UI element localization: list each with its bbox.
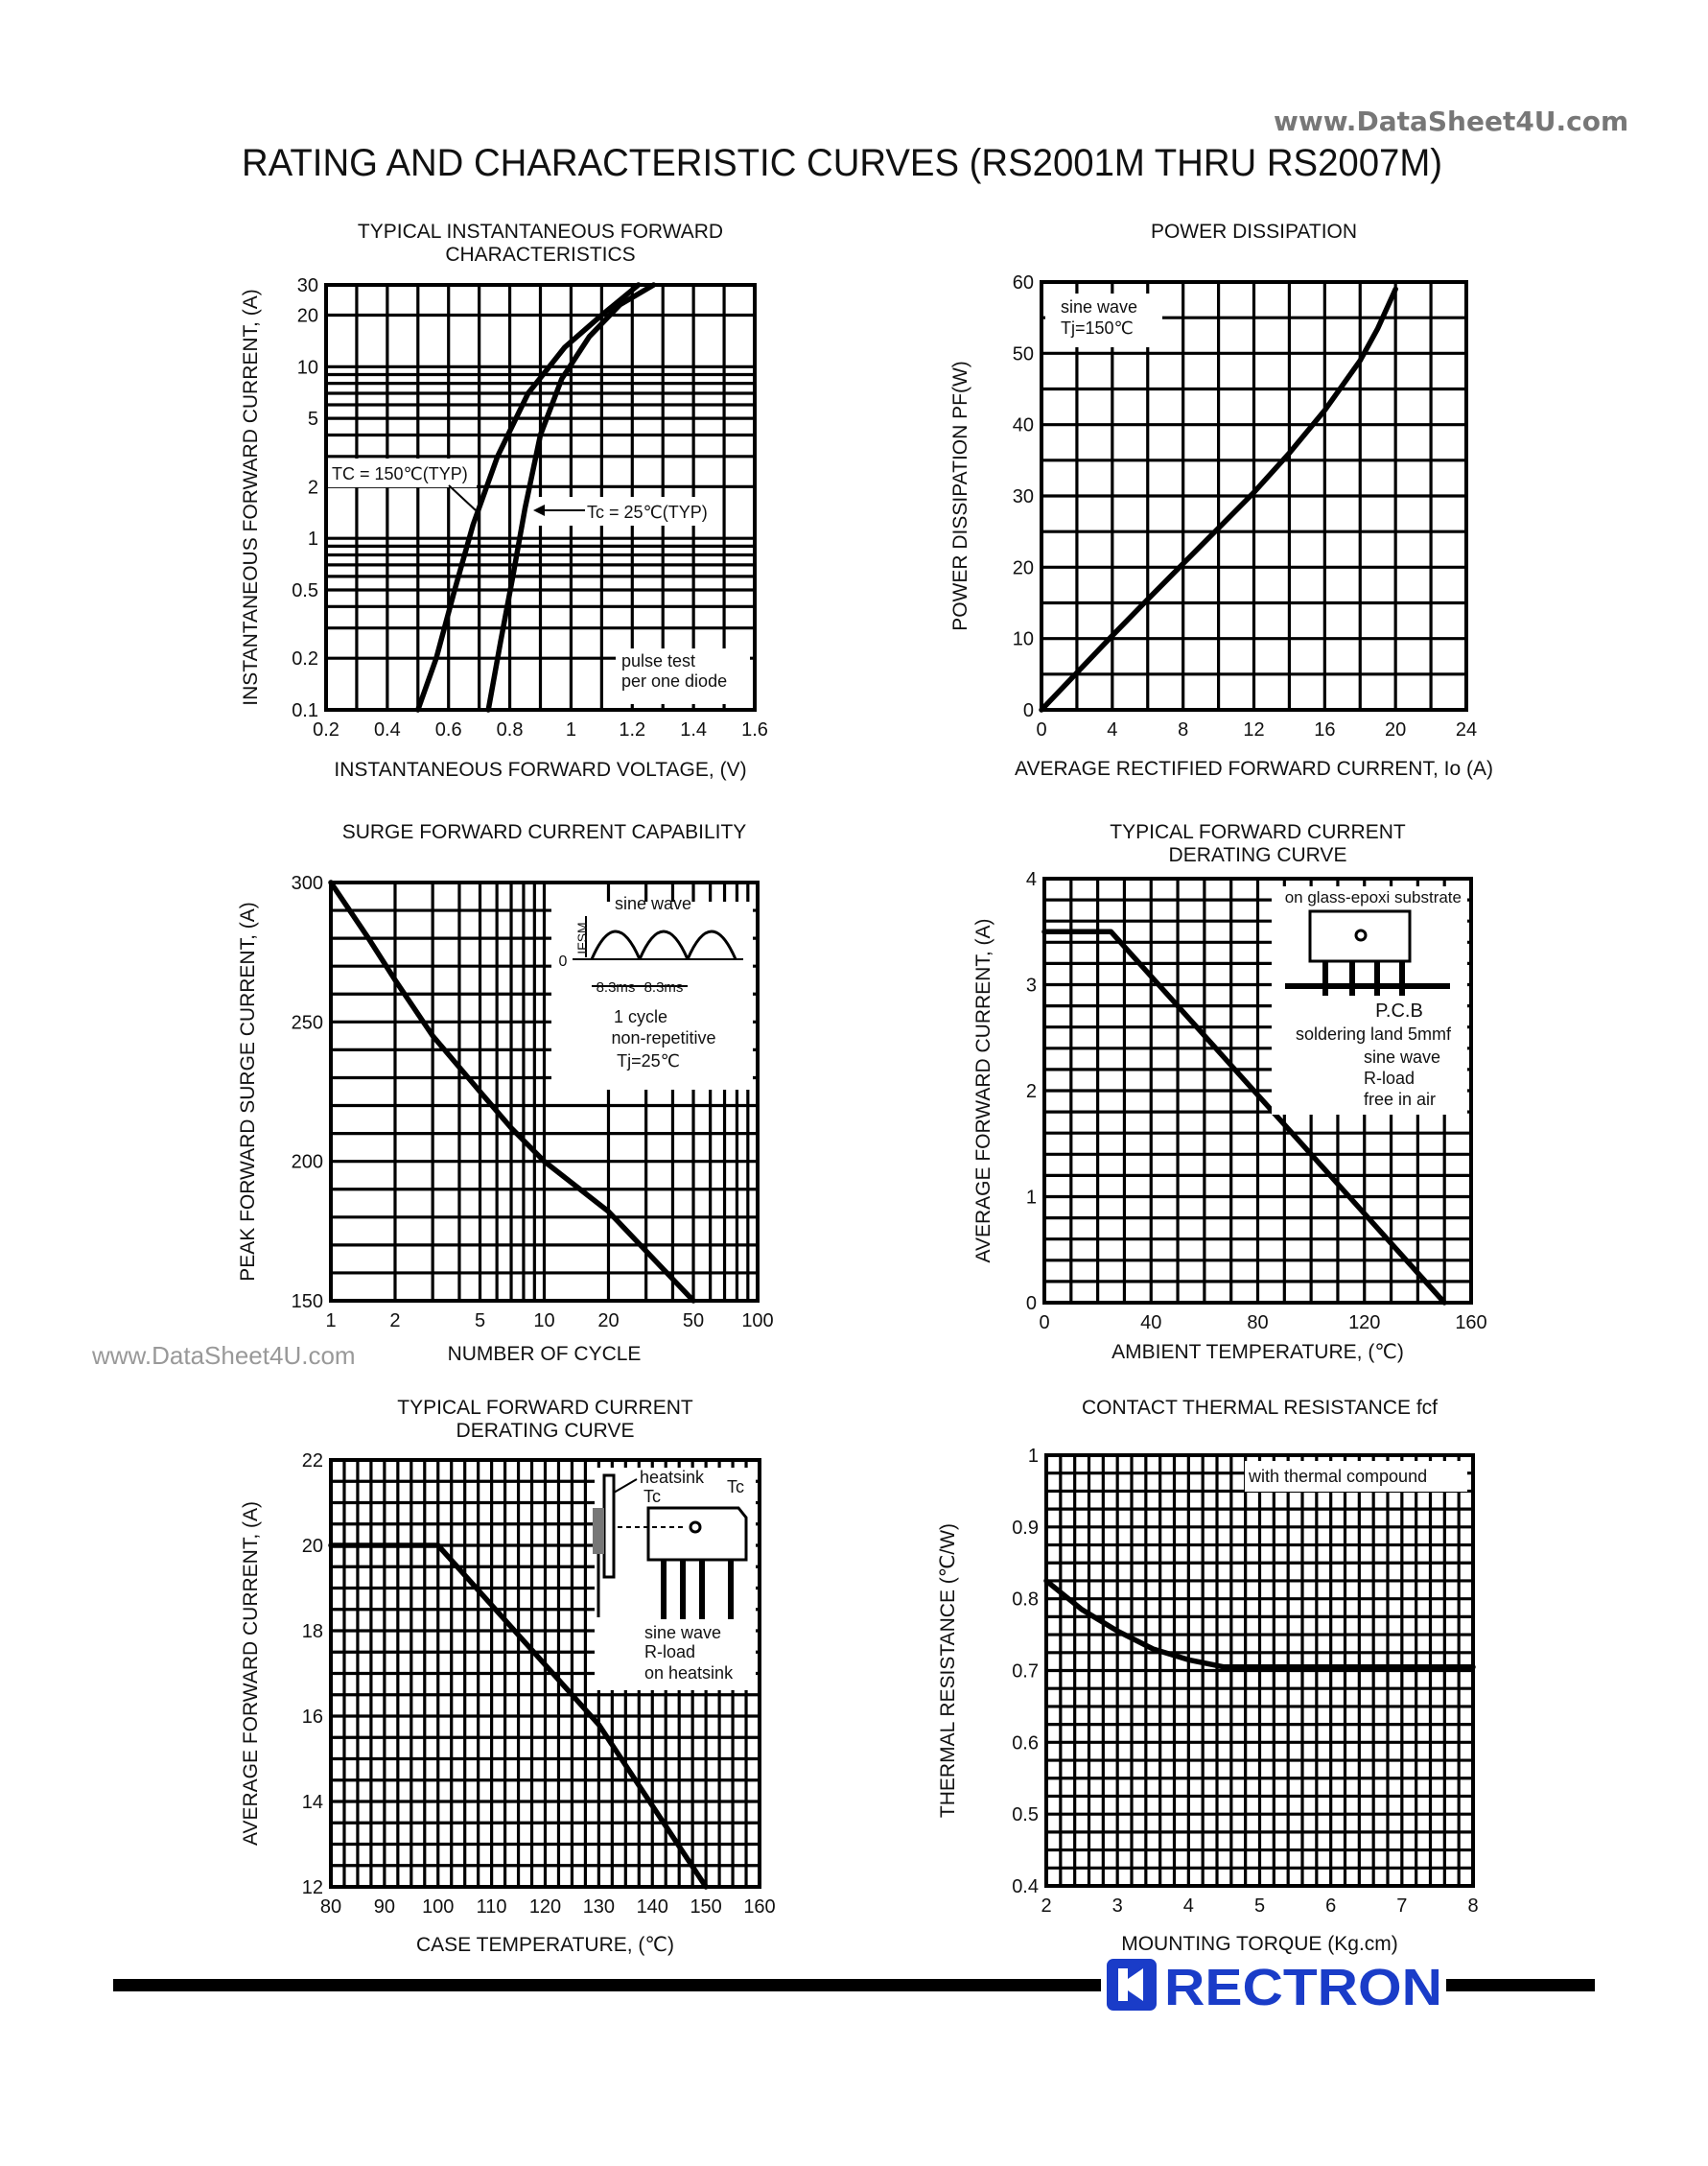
chart-title-line: SURGE FORWARD CURRENT CAPABILITY: [341, 821, 747, 843]
inset-pcb: P.C.B: [1375, 1001, 1423, 1022]
y-axis-label: THERMAL RESISTANCE (℃/W): [937, 1522, 959, 1819]
y-tick-label: 0.2: [292, 648, 318, 671]
inset-soldering: soldering land 5mmf: [1295, 1024, 1452, 1044]
y-tick-label: 5: [307, 409, 318, 431]
chart-power: [949, 221, 1493, 780]
x-tick-label: 4: [1107, 719, 1118, 741]
annotation-pulse-test: pulse test: [621, 651, 696, 671]
x-axis-label: AVERAGE RECTIFIED FORWARD CURRENT, Io (A): [1015, 758, 1493, 780]
rectron-logo: [1107, 1959, 1442, 2016]
legend-arrow-150: [449, 485, 476, 510]
x-tick-label: 0: [1036, 719, 1047, 741]
legend-label-25: Tc = 25℃(TYP): [587, 503, 708, 522]
y-axis-label: POWER DISSIPATION PF(W): [949, 361, 971, 631]
x-axis-label: MOUNTING TORQUE (Kg.cm): [1121, 1933, 1398, 1955]
chart-title-line: POWER DISSIPATION: [1150, 221, 1358, 243]
brand-name: RECTRON: [1164, 1959, 1442, 2016]
y-tick-label: 0: [1025, 1293, 1037, 1314]
y-tick-label: 4: [1025, 869, 1037, 890]
x-tick-label: 110: [476, 1896, 507, 1918]
chart-title-line: DERATING CURVE: [456, 1420, 635, 1442]
y-tick-label: 20: [296, 305, 318, 327]
x-tick-label: 0: [1039, 1312, 1050, 1333]
x-tick-label: 20: [597, 1310, 620, 1331]
y-tick-label: 10: [296, 357, 318, 379]
y-tick-label: 300: [291, 873, 323, 894]
x-tick-label: 140: [636, 1896, 668, 1918]
inset-period-2: 8.3ms: [643, 979, 684, 996]
device-tab-icon: [593, 1508, 604, 1554]
x-tick-label: 160: [1455, 1312, 1487, 1333]
x-tick-label: 7: [1396, 1895, 1408, 1917]
y-axis-label: AVERAGE FORWARD CURRENT, (A): [240, 1501, 262, 1846]
x-tick-label: 1: [565, 719, 576, 741]
lead-icon: [680, 1560, 686, 1619]
annotation-tj: Tj=150℃: [1061, 318, 1134, 338]
inset-tc-1: Tc: [643, 1487, 661, 1506]
x-tick-label: 130: [582, 1896, 616, 1918]
watermark-mid: www.DataSheet4U.com: [92, 1341, 356, 1370]
inset-rload: R-load: [644, 1642, 696, 1661]
lead-icon: [1349, 961, 1355, 996]
y-tick-label: 200: [291, 1151, 323, 1173]
y-tick-label: 0.7: [1012, 1660, 1039, 1683]
x-tick-label: 50: [682, 1310, 705, 1331]
x-tick-label: 1: [325, 1310, 337, 1331]
y-tick-label: 20: [1012, 557, 1034, 579]
chart-title-line: CONTACT THERMAL RESISTANCE fcf: [1081, 1397, 1439, 1419]
x-tick-label: 2: [1041, 1895, 1052, 1917]
x-tick-label: 20: [1385, 719, 1407, 741]
y-tick-label: 1: [1025, 1187, 1037, 1209]
x-axis-label: AMBIENT TEMPERATURE, (℃): [1111, 1341, 1404, 1363]
x-tick-label: 1.2: [619, 719, 646, 741]
annotation-per-diode: per one diode: [621, 671, 728, 691]
x-tick-label: 40: [1140, 1312, 1162, 1333]
x-tick-label: 8: [1467, 1895, 1479, 1917]
y-axis-label: AVERAGE FORWARD CURRENT, (A): [972, 918, 994, 1263]
y-tick-label: 0.1: [292, 700, 318, 721]
y-tick-label: 20: [301, 1536, 323, 1557]
inset-zero-label: 0: [558, 954, 568, 970]
y-tick-label: 2: [307, 477, 318, 499]
x-tick-label: 10: [533, 1310, 555, 1331]
x-tick-label: 0.6: [434, 719, 462, 741]
y-tick-label: 3: [1025, 975, 1037, 997]
chart-title-line: DERATING CURVE: [1168, 844, 1347, 866]
y-axis-label: INSTANTANEOUS FORWARD CURRENT, (A): [240, 289, 262, 706]
x-tick-label: 0.8: [496, 719, 524, 741]
x-tick-label: 1.6: [741, 719, 768, 741]
y-tick-label: 50: [1012, 343, 1034, 365]
inset-on-heatsink: on heatsink: [644, 1663, 734, 1683]
inset-1-cycle: 1 cycle: [613, 1007, 668, 1026]
x-tick-label: 8: [1178, 719, 1189, 741]
x-tick-label: 80: [319, 1896, 342, 1918]
y-tick-label: 2: [1025, 1081, 1037, 1102]
x-tick-label: 3: [1111, 1895, 1123, 1917]
x-tick-label: 5: [1253, 1895, 1266, 1917]
inset-tc-2: Tc: [727, 1477, 744, 1496]
lead-icon: [699, 1560, 705, 1619]
y-tick-label: 0.8: [1012, 1589, 1039, 1611]
y-tick-label: 40: [1012, 414, 1034, 436]
annotation-sine-wave: sine wave: [1061, 297, 1138, 317]
x-tick-label: 2: [389, 1310, 401, 1331]
inset-non-repetitive: non-repetitive: [611, 1028, 716, 1048]
y-axis-label: PEAK FORWARD SURGE CURRENT, (A): [237, 902, 259, 1282]
x-tick-label: 4: [1182, 1895, 1194, 1917]
x-axis-label: INSTANTANEOUS FORWARD VOLTAGE, (V): [334, 759, 747, 781]
lead-icon: [1374, 961, 1380, 996]
grid-thermal: [1046, 1455, 1473, 1886]
chart-title-line: TYPICAL FORWARD CURRENT: [1110, 821, 1406, 843]
legend-label-150: TC = 150℃(TYP): [332, 464, 468, 483]
x-tick-label: 16: [1314, 719, 1336, 741]
y-tick-label: 1: [1027, 1446, 1039, 1467]
inset-substrate: on glass-epoxi substrate: [1284, 888, 1462, 906]
inset-free-air: free in air: [1364, 1090, 1437, 1109]
y-tick-label: 1: [307, 529, 318, 551]
y-tick-label: 10: [1012, 628, 1034, 650]
inset-sine-wave: sine wave: [1364, 1048, 1441, 1067]
x-tick-label: 120: [528, 1896, 562, 1918]
footer-bar-right: [1446, 1979, 1595, 1991]
y-tick-label: 150: [291, 1291, 323, 1312]
x-tick-label: 90: [373, 1896, 395, 1918]
page-title: RATING AND CHARACTERISTIC CURVES (RS2001M THRU RS2007M): [242, 142, 1442, 184]
y-tick-label: 250: [291, 1012, 323, 1034]
package-icon: [1310, 911, 1410, 961]
x-tick-label: 0.4: [373, 719, 401, 741]
lead-icon: [1399, 961, 1405, 996]
y-tick-label: 0.4: [1012, 1876, 1039, 1897]
inset-ifsm-label: IFSM: [574, 922, 590, 954]
chart-title-line: TYPICAL INSTANTANEOUS FORWARD: [357, 221, 724, 243]
x-tick-label: 0.2: [313, 719, 339, 741]
watermark-top: www.DataSheet4U.com: [1274, 106, 1629, 137]
package-body-icon: [648, 1508, 746, 1560]
y-tick-label: 0.5: [292, 579, 318, 601]
y-tick-label: 12: [301, 1877, 323, 1898]
y-tick-label: 0.5: [1012, 1804, 1039, 1826]
x-tick-label: 100: [741, 1310, 774, 1331]
chart-title-line: CHARACTERISTICS: [445, 244, 636, 266]
y-tick-label: 60: [1012, 272, 1034, 294]
inset-tj: Tj=25℃: [617, 1051, 680, 1071]
inset-period-1: 8.3ms: [596, 979, 636, 996]
y-tick-label: 0: [1022, 700, 1034, 721]
y-tick-label: 22: [301, 1450, 323, 1471]
x-tick-label: 160: [743, 1896, 776, 1918]
inset-sine-label: sine wave: [615, 894, 692, 913]
x-tick-label: 5: [474, 1310, 486, 1331]
x-tick-label: 100: [422, 1896, 455, 1918]
x-axis-label: NUMBER OF CYCLE: [447, 1343, 642, 1365]
heatsink-icon: [604, 1475, 614, 1577]
x-tick-label: 1.4: [680, 719, 708, 741]
inset-rload: R-load: [1364, 1069, 1416, 1088]
lead-icon: [1322, 961, 1328, 996]
y-tick-label: 30: [1012, 486, 1034, 507]
x-tick-label: 6: [1325, 1895, 1337, 1917]
chart-title-line: TYPICAL FORWARD CURRENT: [397, 1397, 693, 1419]
x-tick-label: 24: [1455, 719, 1478, 741]
x-tick-label: 120: [1348, 1312, 1381, 1333]
footer-bar-left: [113, 1979, 1101, 1991]
inset-sine-wave: sine wave: [644, 1623, 722, 1642]
lead-icon: [728, 1560, 734, 1619]
lead-icon: [661, 1560, 667, 1619]
annotation-thermal-compound: with thermal compound: [1249, 1467, 1428, 1486]
y-tick-label: 16: [301, 1707, 323, 1728]
y-tick-label: 18: [301, 1621, 323, 1642]
x-tick-label: 80: [1247, 1312, 1269, 1333]
inset-heatsink: heatsink: [640, 1468, 705, 1487]
y-tick-label: 14: [301, 1792, 323, 1813]
y-tick-label: 0.6: [1012, 1732, 1039, 1754]
x-axis-label: CASE TEMPERATURE, (℃): [415, 1934, 675, 1956]
x-tick-label: 150: [690, 1896, 722, 1918]
y-tick-label: 0.9: [1012, 1517, 1039, 1539]
y-tick-label: 30: [296, 275, 318, 296]
x-tick-label: 12: [1243, 719, 1265, 741]
